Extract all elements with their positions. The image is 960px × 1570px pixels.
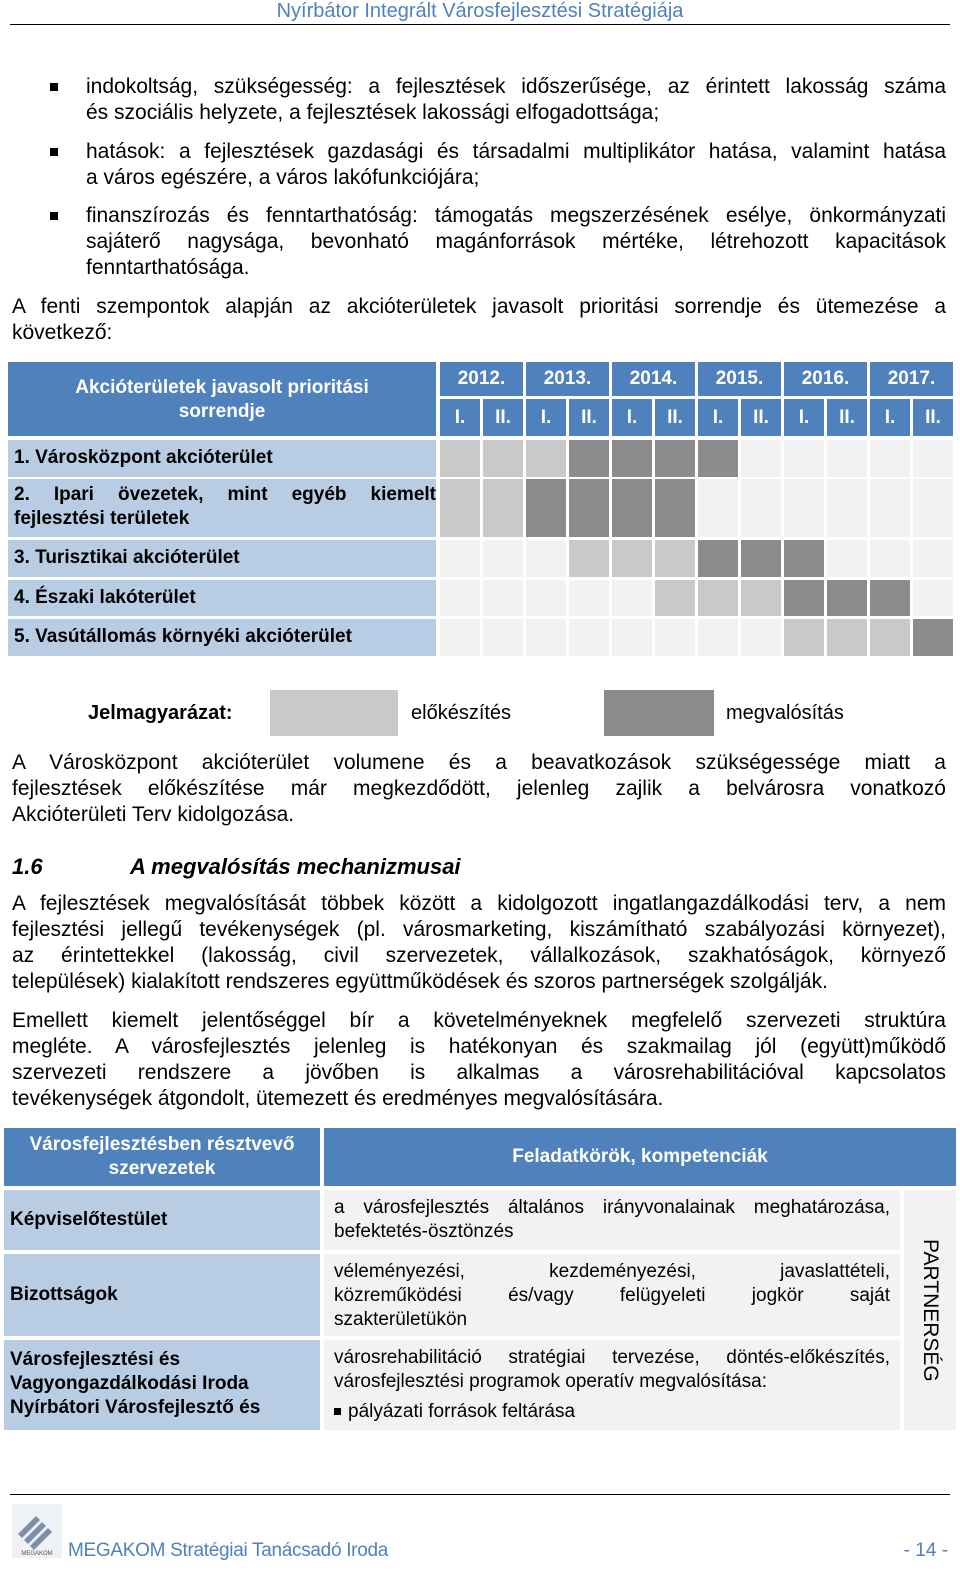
half-year-header: II. [483, 399, 523, 436]
header-line: sorrendje [178, 401, 266, 422]
org-row-label [4, 1190, 320, 1250]
header-line: szervezetek [108, 1158, 216, 1179]
text-line: befektetés-ösztönzés [334, 1221, 514, 1242]
header-line: Akcióterületek javasolt prioritási [75, 377, 369, 398]
schedule-cell-implementation [741, 540, 781, 577]
schedule-cell-empty [612, 619, 652, 656]
half-year-header: I. [440, 399, 480, 436]
schedule-cell-implementation [698, 440, 738, 477]
half-year-header: I. [784, 399, 824, 436]
schedule-cell-empty [870, 440, 910, 477]
org-row-text [324, 1254, 900, 1336]
partnership-side-cell [904, 1190, 956, 1430]
schedule-row-label [8, 479, 436, 537]
text-line: hatások: a fejlesztések gazdasági és társadalmi multiplikátor hatása, valamint hatása [86, 140, 946, 163]
label-line: 3. Turisztikai akcióterület [14, 547, 240, 568]
year-header: 2016. [784, 362, 867, 396]
text-line: indokoltság, szükségesség: a fejlesztések időszerűsége, az érintett lakosság száma [86, 75, 946, 98]
text-line: finanszírozás és fenntarthatóság: támogatás megszerzésének esélye, önkormányzati [86, 204, 946, 227]
org-header-organizations [4, 1128, 320, 1186]
text-line: következő: [12, 321, 113, 344]
schedule-cell-empty [440, 619, 480, 656]
bullet-item [86, 203, 946, 281]
svg-text:MEGAKOM: MEGAKOM [21, 1551, 53, 1557]
schedule-cell-implementation [913, 619, 953, 656]
schedule-cell-preparation [569, 540, 609, 577]
half-year-header: II. [913, 399, 953, 436]
footer-company: MEGAKOM Stratégiai Tanácsadó Iroda [68, 1540, 388, 1561]
megakom-logo-icon [12, 1504, 62, 1558]
text-line: Akcióterületi Terv kidolgozása. [12, 803, 295, 826]
text-line: megléte. A városfejlesztés jelenleg is hatékonyan és szakmailag jól (együtt)működő [12, 1035, 946, 1058]
schedule-cell-preparation [483, 479, 523, 537]
legend-title: Jelmagyarázat: [88, 702, 233, 724]
half-year-header: I. [698, 399, 738, 436]
text-line: városfejlesztési programok operatív megvalósítása: [334, 1371, 767, 1392]
half-year-header: II. [569, 399, 609, 436]
org-header-competencies: Feladatkörök, kompetenciák [324, 1128, 956, 1186]
label-line: 2. Ipari övezetek, mint egyéb kiemelt [14, 484, 436, 505]
schedule-cell-empty [440, 580, 480, 616]
text-line: fejlesztések előkészítése már megkezdődött, jelenleg zajlik a belvárosra vonatkozó [12, 777, 946, 800]
label-line: 1. Városközpont akcióterület [14, 447, 273, 468]
schedule-cell-preparation [741, 580, 781, 616]
bullet-square-icon [50, 212, 58, 220]
text-line: szakterületükön [334, 1309, 468, 1330]
schedule-cell-empty [483, 619, 523, 656]
schedule-cell-preparation [827, 619, 867, 656]
schedule-row-label [8, 440, 436, 477]
header-divider [10, 24, 950, 25]
paragraph-city-center [12, 750, 946, 828]
text-line: az érintettekkel (lakosság, civil szervezetek, vállalkozások, szakhatóságok, környező [12, 944, 946, 967]
footer-divider [10, 1494, 950, 1495]
bullet-square-icon [50, 148, 58, 156]
year-header: 2017. [870, 362, 953, 396]
text-line: A fejlesztések megvalósítását többek között a kidolgozott ingatlangazdálkodási terv, a nem [12, 892, 946, 915]
year-header: 2014. [612, 362, 695, 396]
schedule-cell-implementation [784, 580, 824, 616]
schedule-cell-empty [913, 580, 953, 616]
text-line: a városfejlesztés általános irányvonalainak meghatározása, [334, 1197, 890, 1218]
schedule-cell-preparation [440, 479, 480, 537]
schedule-cell-empty [913, 440, 953, 477]
text-line: fenntarthatósága. [86, 256, 250, 279]
schedule-cell-preparation [440, 440, 480, 477]
schedule-cell-implementation [569, 440, 609, 477]
label-line: Bizottságok [10, 1284, 118, 1305]
legend-prep-swatch [270, 690, 398, 736]
text-line: tevékenységek átgondolt, ütemezett és eredményes megvalósítására. [12, 1087, 664, 1110]
schedule-cell-preparation [655, 580, 695, 616]
text-line: és szociális helyzete, a fejlesztések lakossági elfogadottsága; [86, 101, 660, 124]
legend-impl-swatch [604, 690, 714, 736]
schedule-cell-empty [827, 479, 867, 537]
schedule-cell-implementation [784, 540, 824, 577]
bullet-item [86, 139, 946, 191]
schedule-row-label [8, 580, 436, 616]
page-header-title: Nyírbátor Integrált Városfejlesztési Stratégiája [276, 0, 684, 22]
partnership-label: PARTNERSÉG [919, 1238, 942, 1382]
schedule-cell-preparation [870, 619, 910, 656]
text-line: Emellett kiemelt jelentőséggel bír a követelményeknek megfelelő szervezeti struktúra [12, 1009, 946, 1032]
text-line: A Városközpont akcióterület volumene és a beavatkozások szükségessége miatt a [12, 751, 946, 774]
schedule-cell-empty [784, 440, 824, 477]
text-line: közreműködési és/vagy felügyeleti jogkör saját [334, 1285, 890, 1306]
half-year-header: I. [612, 399, 652, 436]
schedule-cell-empty [913, 540, 953, 577]
year-header: 2015. [698, 362, 781, 396]
schedule-cell-empty [741, 440, 781, 477]
year-header: 2013. [526, 362, 609, 396]
schedule-cell-empty [913, 479, 953, 537]
schedule-cell-empty [612, 580, 652, 616]
text-line: sajáterő nagysága, bevonható magánforrások mértéke, létrehozott kapacitások [86, 230, 946, 253]
org-row-text [324, 1190, 900, 1250]
schedule-cell-empty [483, 540, 523, 577]
schedule-cell-empty [526, 540, 566, 577]
text-line: városrehabilitáció stratégiai tervezése, döntés-előkészítés, [334, 1347, 890, 1368]
schedule-cell-empty [483, 580, 523, 616]
schedule-row-label [8, 540, 436, 577]
schedule-cell-empty [526, 580, 566, 616]
org-row-text [324, 1340, 900, 1430]
schedule-cell-preparation [612, 540, 652, 577]
schedule-cell-implementation [612, 479, 652, 537]
bullet-item [334, 1400, 890, 1424]
footer-page-number: - 14 - [903, 1540, 948, 1561]
label-line: Városfejlesztési és [10, 1349, 181, 1370]
text-line: fejlesztési jellegű tevékenységek (pl. városmarketing, kiszámítható szabályozási környezet), [12, 918, 946, 941]
text-line: A fenti szempontok alapján az akcióterületek javasolt prioritási sorrendje és ütemezése a [12, 295, 946, 318]
half-year-header: II. [827, 399, 867, 436]
text-line: települések) kialakított rendszeres együttműködések és szoros partnerségek szolgálják. [12, 970, 828, 993]
label-line: Vagyongazdálkodási Iroda [10, 1373, 249, 1394]
label-line: 4. Északi lakóterület [14, 587, 196, 608]
header-line: Városfejlesztésben résztvevő [29, 1134, 295, 1155]
legend-prep-label: előkészítés [411, 702, 512, 724]
schedule-cell-implementation [655, 479, 695, 537]
org-row-label [4, 1254, 320, 1336]
section-title: A megvalósítás mechanizmusai [130, 854, 461, 879]
schedule-cell-preparation [655, 540, 695, 577]
schedule-cell-empty [526, 619, 566, 656]
bullet-item [86, 74, 946, 126]
half-year-header: II. [741, 399, 781, 436]
schedule-cell-empty [870, 540, 910, 577]
label-line: 5. Vasútállomás környéki akcióterület [14, 626, 352, 647]
schedule-cell-implementation [569, 479, 609, 537]
org-row-label [4, 1340, 320, 1430]
schedule-cell-implementation [612, 440, 652, 477]
text-line: a város egészére, a város lakófunkciójára; [86, 166, 480, 189]
schedule-cell-empty [870, 479, 910, 537]
label-line: Nyírbátori Városfejlesztő és [10, 1397, 261, 1418]
schedule-cell-empty [569, 580, 609, 616]
intro-paragraph [12, 294, 946, 346]
schedule-cell-empty [698, 479, 738, 537]
schedule-cell-implementation [827, 580, 867, 616]
schedule-cell-empty [741, 479, 781, 537]
half-year-header: II. [655, 399, 695, 436]
label-line: fejlesztési területek [14, 508, 190, 529]
schedule-header-label [8, 362, 436, 436]
schedule-cell-empty [655, 619, 695, 656]
legend-impl-label: megvalósítás [726, 702, 844, 724]
label-line: Képviselőtestület [10, 1209, 168, 1230]
schedule-cell-empty [827, 540, 867, 577]
half-year-header: I. [870, 399, 910, 436]
schedule-cell-implementation [698, 540, 738, 577]
schedule-cell-empty [741, 619, 781, 656]
schedule-cell-preparation [698, 580, 738, 616]
schedule-cell-empty [827, 440, 867, 477]
schedule-cell-empty [569, 619, 609, 656]
text-line: szervezeti rendszere a jövőben is alkalmas a városrehabilitációval kapcsolatos [12, 1061, 946, 1084]
schedule-cell-implementation [655, 440, 695, 477]
schedule-cell-implementation [870, 580, 910, 616]
schedule-cell-preparation [526, 440, 566, 477]
schedule-cell-preparation [483, 440, 523, 477]
schedule-cell-implementation [526, 479, 566, 537]
paragraph-organization [12, 1008, 946, 1112]
bullet-square-icon [334, 1408, 341, 1415]
half-year-header: I. [526, 399, 566, 436]
schedule-cell-preparation [784, 619, 824, 656]
schedule-cell-empty [784, 479, 824, 537]
bullet-square-icon [50, 83, 58, 91]
schedule-cell-empty [440, 540, 480, 577]
schedule-cell-empty [698, 619, 738, 656]
schedule-row-label [8, 619, 436, 656]
bullet-text: pályázati források feltárása [348, 1401, 576, 1422]
year-header: 2012. [440, 362, 523, 396]
section-number: 1.6 [12, 854, 43, 879]
paragraph-mechanisms [12, 891, 946, 995]
text-line: véleményezési, kezdeményezési, javaslattételi, [334, 1261, 890, 1282]
